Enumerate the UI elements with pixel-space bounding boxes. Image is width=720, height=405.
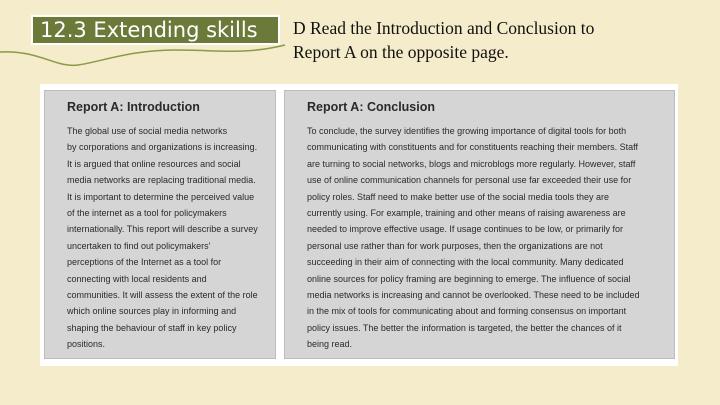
text-line: personal use rather than for work purposes, then the organizations are not: [307, 240, 603, 251]
text-line: It is argued that online resources and social: [67, 158, 241, 169]
text-line: To conclude, the survey identifies the growing importance of digital tools for both: [307, 126, 627, 136]
text-line: which online sources play in informing and: [67, 306, 237, 317]
introduction-body: [67, 123, 275, 353]
text-line: perceptions of the Internet as a tool for: [67, 257, 222, 268]
instruction-line: Report A on the opposite page.: [293, 42, 509, 62]
conclusion-body: [307, 123, 674, 353]
text-line: in the mix of tools for communicating about and forming consensus on important: [307, 306, 627, 317]
text-line: connecting with local residents and: [67, 273, 207, 284]
text-line: are turning to social networks, blogs and microblogs more regularly. However, staff: [307, 158, 636, 169]
introduction-panel: [44, 90, 276, 359]
text-line: It is important to determine the perceived value: [67, 191, 255, 202]
text-line: succeeding in their aim of connecting with the local community. Many dedicated: [307, 257, 624, 268]
text-line: uncertaken to find out policymakers': [67, 240, 211, 251]
section-title-badge: 12.3 Extending skills: [31, 15, 280, 45]
text-line: policy issues. The better the information is targeted, the better the chances of it: [307, 322, 622, 333]
text-line: The global use of social media networks: [67, 126, 228, 136]
text-line: needed to improve effective usage. If usage continues to be low, or primarily for: [307, 224, 624, 235]
text-line: shaping the behaviour of staff in key policy: [67, 322, 237, 333]
text-line: positions.: [67, 339, 106, 350]
text-line: use of online communication channels for personal use far exceeded their use for: [307, 175, 632, 186]
conclusion-heading: Report A: Conclusion: [307, 100, 436, 114]
report-page-image: [40, 84, 678, 366]
text-line: of the internet as a tool for policymakers: [67, 208, 227, 219]
text-line: by corporations and organizations is increasing.: [67, 142, 258, 153]
instruction-text: [293, 16, 713, 64]
text-line: currently using. For example, training and other means of raising awareness are: [307, 208, 626, 219]
text-line: media networks is increasing and cannot be overlooked. These need to be included: [307, 290, 640, 301]
introduction-heading: Report A: Introduction: [67, 100, 200, 114]
text-line: internationally. This report will describe a survey: [67, 224, 258, 235]
text-line: media networks are replacing traditional media.: [67, 175, 256, 186]
text-line: policy roles. Staff need to make better use of the social media tools they are: [307, 191, 610, 202]
conclusion-panel: [284, 90, 675, 359]
text-line: online sources for policy framing are beginning to emerge. The influence of social: [307, 273, 631, 284]
text-line: communities. It will assess the extent of the role: [67, 290, 258, 301]
text-line: communicating with constituents and for constituents reaching their members. Staff: [307, 142, 638, 153]
instruction-line: D Read the Introduction and Conclusion to: [293, 18, 595, 38]
text-line: being read.: [307, 339, 353, 350]
